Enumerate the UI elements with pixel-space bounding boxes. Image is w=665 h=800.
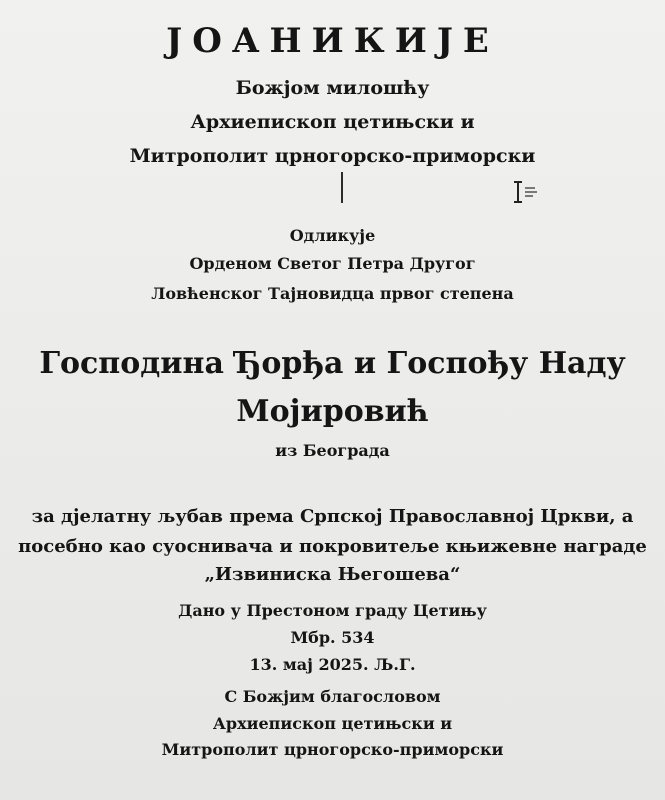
blessing-line: С Божјим благословом [224, 687, 441, 706]
date-line: 13. мај 2025. Љ.Г. [249, 655, 416, 674]
ibeam-cursor-icon [509, 180, 543, 204]
reason-line-2: посебно као суоснивача и покровитеље књижевне награде [18, 536, 647, 557]
signature-line-2: Митрополит црногорско-приморски [161, 740, 504, 759]
award-action: Одликује [289, 226, 376, 245]
given-line: Дано у Престоном граду Цетињу [178, 601, 487, 620]
signature-line-1: Архиепископ цетињски и [212, 714, 453, 733]
text-cursor [341, 172, 343, 203]
recipients-line-1: Господина Ђорђа и Госпођу Наду [39, 346, 626, 381]
order-line-2: Ловћенског Тајновидца првог степена [151, 284, 514, 303]
origin-line: из Београда [275, 441, 390, 460]
office-line-2: Митрополит црногорско-приморски [129, 145, 536, 167]
reason-line-3: „Извиниска Његошева“ [204, 564, 461, 585]
grace-line: Божјом милошћу [235, 77, 430, 99]
recipients-line-2: Мојировић [236, 394, 429, 429]
order-line-1: Орденом Светог Петра Другог [189, 254, 476, 273]
reason-line-1: за дјелатну љубав према Српској Православној Цркви, а [31, 506, 634, 527]
number-line: Мбр. 534 [290, 628, 375, 647]
office-line-1: Архиепископ цетињски и [190, 111, 475, 133]
document-title: ЈОАНИКИЈЕ [166, 21, 499, 61]
